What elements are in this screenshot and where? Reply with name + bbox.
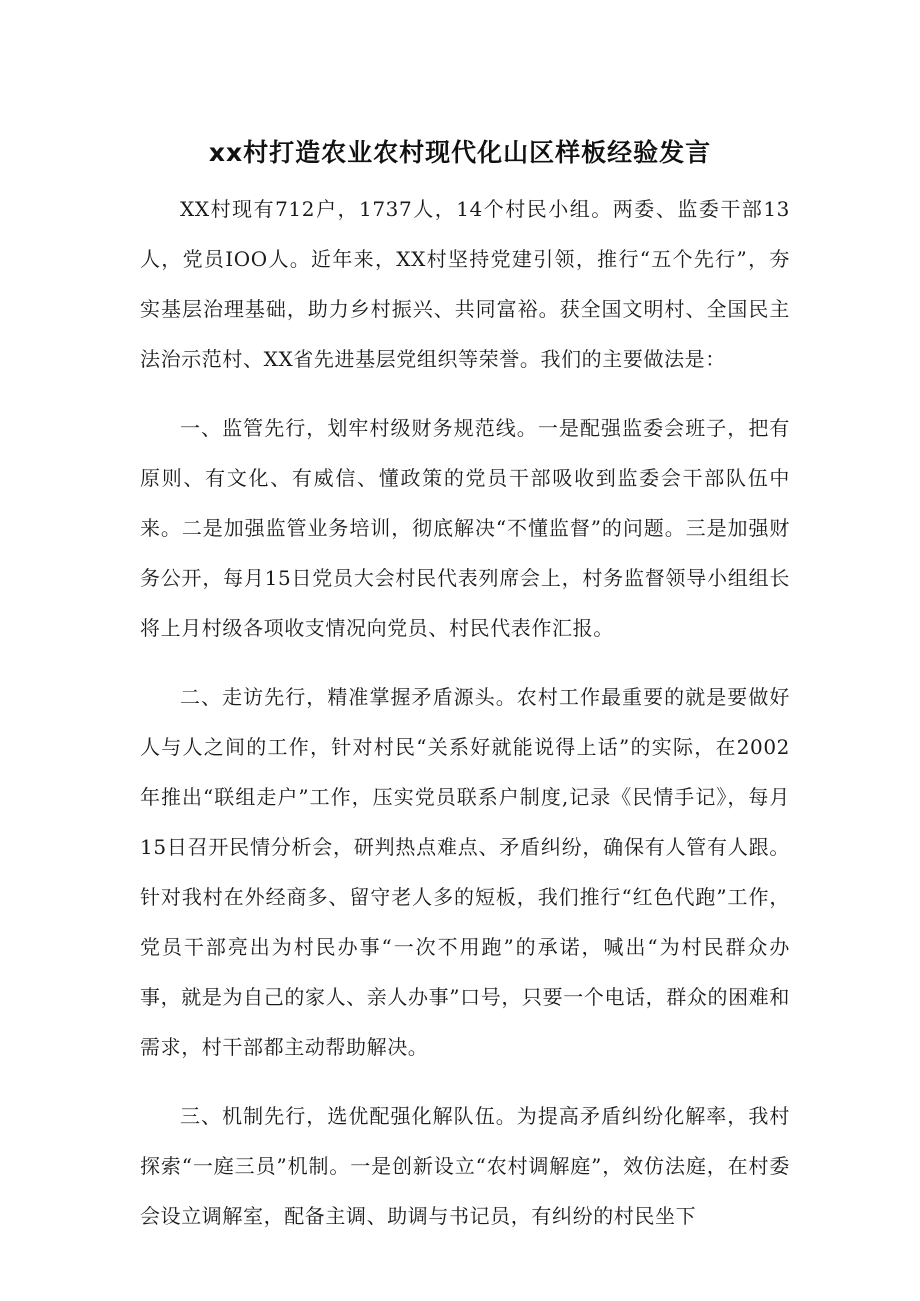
paragraph-mechanism: 三、机制先行，选优配强化解队伍。为提高矛盾纠纷化解率，我村探索“一庭三员”机制。一是创新设立“农村调解庭”，效仿法庭，在村委会设立调解室，配备主调、助调与书记员，有纠纷的村民坐下 — [140, 1104, 790, 1228]
paragraph-supervision: 一、监管先行，划牢村级财务规范线。一是配强监委会班子，把有原则、有文化、有威信、懂政策的党员干部吸收到监委会干部队伍中来。二是加强监管业务培训，彻底解决“不懂监督”的问题。三是加强财务公开，每月15日党员大会村民代表列席会上，村务监督领导小组组长将上月村级各项收支情况向党员、村民代表作汇报。 — [140, 416, 790, 640]
paragraph-intro: XX村现有712户，1737人，14个村民小组。两委、监委干部13人，党员IOO人。近年来，XX村坚持党建引领，推行“五个先行”，夯实基层治理基础，助力乡村振兴、共同富裕。获全国文明村、全国民主法治示范村、XX省先进基层党组织等荣誉。我们的主要做法是： — [140, 197, 790, 371]
document-body — [140, 184, 790, 1260]
document-title: xx村打造农业农村现代化山区样板经验发言 — [208, 138, 712, 167]
paragraph-visits: 二、走访先行，精准掌握矛盾源头。农村工作最重要的就是要做好人与人之间的工作，针对村民“关系好就能说得上话”的实际，在2002年推出“联组走户”工作，压实党员联系户制度,记录《民情手记》，每月15日召开民情分析会，研判热点难点、矛盾纠纷，确保有人管有人跟。针对我村在外经商多、留守老人多的短板，我们推行“红色代跑”工作，党员干部亮出为村民办事“一次不用跑”的承诺，喊出“为村民群众办事，就是为自己的家人、亲人办事”口号，只要一个电话，群众的困难和需求，村干部都主动帮助解决。 — [140, 685, 790, 1059]
